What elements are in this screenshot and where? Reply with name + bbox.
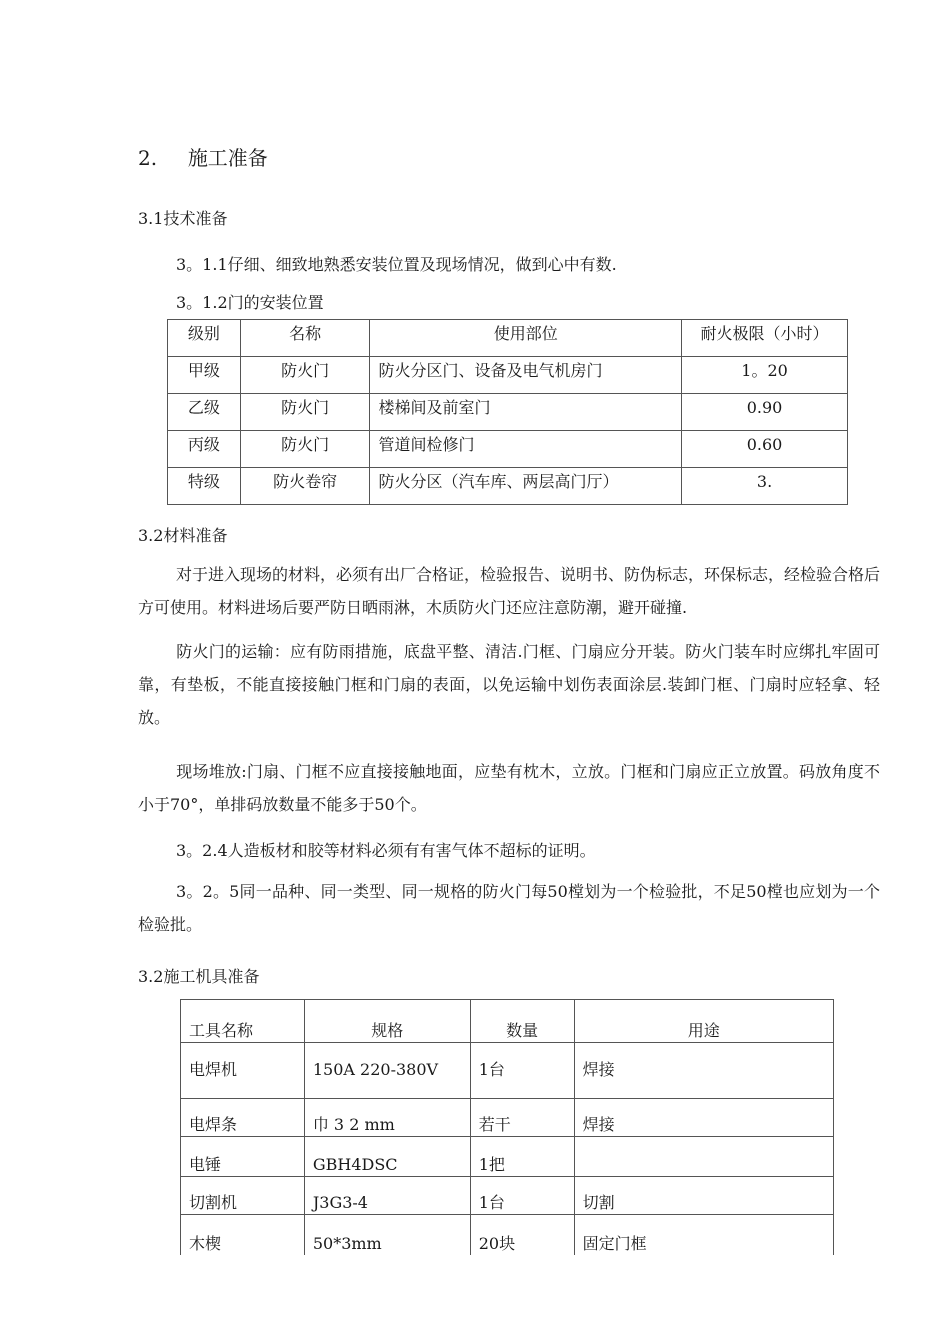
- table-cell: 0.60: [682, 431, 848, 468]
- table-cell: 1把: [470, 1137, 574, 1177]
- header-cell: 耐火极限（小时）: [682, 320, 848, 357]
- table-cell: 电焊条: [181, 1099, 305, 1137]
- table-cell: 20块: [470, 1215, 574, 1255]
- table-cell: J3G3-4: [304, 1177, 470, 1215]
- tech-item-1: 3。1.1仔细、细致地熟悉安装位置及现场情况，做到心中有数.: [176, 255, 617, 274]
- table-cell: 50*3mm: [304, 1215, 470, 1255]
- table-header-row: [181, 1000, 834, 1043]
- section-title: 施工准备: [187, 146, 268, 170]
- tools-table: [180, 999, 834, 1255]
- table-cell: 3.: [682, 468, 848, 505]
- door-location-table: [167, 319, 848, 505]
- table-row: [168, 357, 848, 394]
- header-cell: 级别: [168, 320, 241, 357]
- material-paragraph-4: [138, 834, 880, 867]
- table-row: [181, 1099, 834, 1137]
- table-row: [168, 468, 848, 505]
- section-number: 2.: [138, 146, 158, 170]
- table-cell: 1台: [470, 1043, 574, 1099]
- table-cell: 电焊机: [181, 1043, 305, 1099]
- table-row: [181, 1137, 834, 1177]
- header-cell: 规格: [304, 1000, 470, 1043]
- table-cell: 防火分区门、设备及电气机房门: [370, 357, 682, 394]
- table-cell: 丙级: [168, 431, 241, 468]
- material-heading: 3.2材料准备: [138, 526, 228, 545]
- header-cell: 使用部位: [370, 320, 682, 357]
- table-cell: 150A 220-380V: [304, 1043, 470, 1099]
- material-paragraph-2: [138, 635, 880, 734]
- table-cell: 特级: [168, 468, 241, 505]
- table-cell: 0.90: [682, 394, 848, 431]
- table-cell: 防火门: [240, 357, 370, 394]
- tech-heading: 3.1技术准备: [138, 209, 228, 228]
- material-paragraph-3: [138, 755, 880, 821]
- header-cell: 名称: [240, 320, 370, 357]
- table-row: [181, 1215, 834, 1255]
- table-row: [181, 1043, 834, 1099]
- table-cell: GBH4DSC: [304, 1137, 470, 1177]
- table-cell: 甲级: [168, 357, 241, 394]
- table-cell: 防火门: [240, 431, 370, 468]
- table-cell: 焊接: [574, 1043, 833, 1099]
- tech-item-2: 3。1.2门的安装位置: [176, 293, 324, 312]
- table-cell: 防火门: [240, 394, 370, 431]
- table-cell: 木楔: [181, 1215, 305, 1255]
- table-cell: 1。20: [682, 357, 848, 394]
- table-header-row: [168, 320, 848, 357]
- table-cell: [574, 1137, 833, 1177]
- header-cell: 数量: [470, 1000, 574, 1043]
- table-row: [168, 431, 848, 468]
- table-cell: 切割: [574, 1177, 833, 1215]
- material-paragraph-1: [138, 558, 880, 624]
- table-cell: 管道间检修门: [370, 431, 682, 468]
- material-paragraph-5: [138, 875, 880, 941]
- material-paragraph-4-text: 3。2.4人造板材和胶等材料必须有有害气体不超标的证明。: [176, 841, 596, 860]
- table-cell: 巾 3 2 mm: [304, 1099, 470, 1137]
- table-cell: 1台: [470, 1177, 574, 1215]
- tools-heading: 3.2施工机具准备: [138, 967, 260, 986]
- section-heading: [138, 142, 268, 171]
- table-cell: 切割机: [181, 1177, 305, 1215]
- header-cell: 用途: [574, 1000, 833, 1043]
- table-cell: 防火卷帘: [240, 468, 370, 505]
- table-cell: 楼梯间及前室门: [370, 394, 682, 431]
- material-paragraph-3-text: 现场堆放:门扇、门框不应直接接触地面，应垫有枕木，立放。门框和门扇应正立放置。码放角度不小于70°，单排码放数量不能多于50个。: [138, 762, 880, 814]
- material-paragraph-1-text: 对于进入现场的材料，必须有出厂合格证，检验报告、说明书、防伪标志，环保标志，经检验合格后方可使用。材料进场后要严防日晒雨淋，木质防火门还应注意防潮，避开碰撞.: [138, 565, 881, 617]
- table-row: [181, 1177, 834, 1215]
- table-cell: 焊接: [574, 1099, 833, 1137]
- table-cell: 固定门框: [574, 1215, 833, 1255]
- header-cell: 工具名称: [181, 1000, 305, 1043]
- material-paragraph-2-text: 防火门的运输：应有防雨措施，底盘平整、清洁.门框、门扇应分开装。防火门装车时应绑扎牢固可靠，有垫板，不能直接接触门框和门扇的表面，以免运输中划伤表面涂层.装卸门框、门扇时应轻拿、轻放。: [138, 642, 880, 727]
- table-cell: 若干: [470, 1099, 574, 1137]
- table-cell: 防火分区（汽车库、两层高门厅）: [370, 468, 682, 505]
- table-cell: 乙级: [168, 394, 241, 431]
- material-paragraph-5-text: 3。2。5同一品种、同一类型、同一规格的防火门每50樘划为一个检验批，不足50樘也应划为一个检验批。: [138, 882, 880, 934]
- table-row: [168, 394, 848, 431]
- table-cell: 电锤: [181, 1137, 305, 1177]
